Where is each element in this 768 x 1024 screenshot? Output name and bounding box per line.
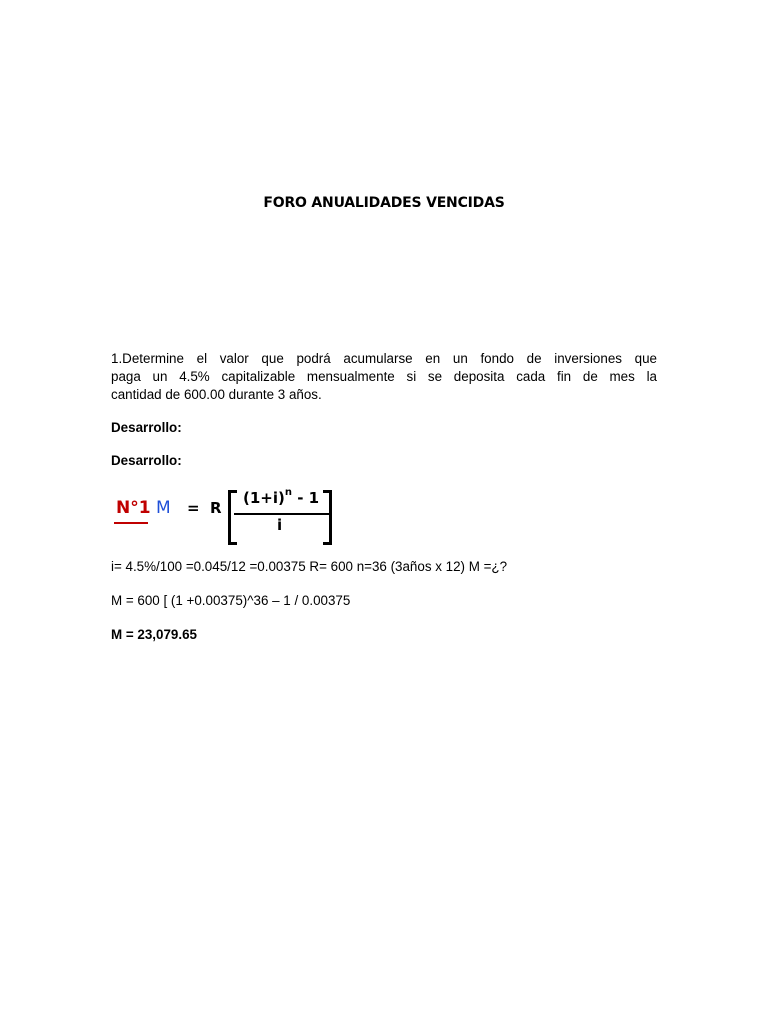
formula-coefficient: R: [210, 499, 222, 517]
formula-number-label: N°1: [116, 498, 151, 518]
development-heading-repeat: Desarrollo:: [111, 453, 182, 468]
left-bracket: [228, 490, 237, 545]
formula-denominator: i: [277, 516, 283, 534]
formula-lhs: M: [156, 498, 171, 518]
numerator-base: (1+i): [243, 489, 285, 507]
problem-line: cantidad de 600.00 durante 3 años.: [111, 387, 322, 402]
result-line: M = 23,079.65: [111, 627, 197, 642]
formula-numerator: [243, 489, 319, 507]
numerator-tail: - 1: [291, 489, 320, 507]
fraction-bar: [234, 513, 330, 515]
annuity-formula: [110, 485, 350, 545]
development-heading: Desarrollo:: [111, 420, 182, 435]
numerator-exponent: n: [284, 487, 292, 498]
formula-label-underline: [114, 522, 148, 524]
problem-statement: [111, 350, 657, 404]
given-data-line: i= 4.5%/100 =0.045/12 =0.00375 R= 600 n=36 (3años x 12) M =¿?: [111, 559, 508, 574]
problem-line: 1.Determine el valor que podrá acumularse en un fondo de inversiones que: [111, 351, 657, 366]
formula-equals: =: [187, 499, 200, 517]
problem-line: paga un 4.5% capitalizable mensualmente si se deposita cada fin de mes la: [111, 369, 657, 384]
document-title: FORO ANUALIDADES VENCIDAS: [263, 195, 505, 211]
calculation-line: M = 600 [ (1 +0.00375)^36 – 1 / 0.00375: [111, 593, 351, 608]
right-bracket: [323, 490, 332, 545]
